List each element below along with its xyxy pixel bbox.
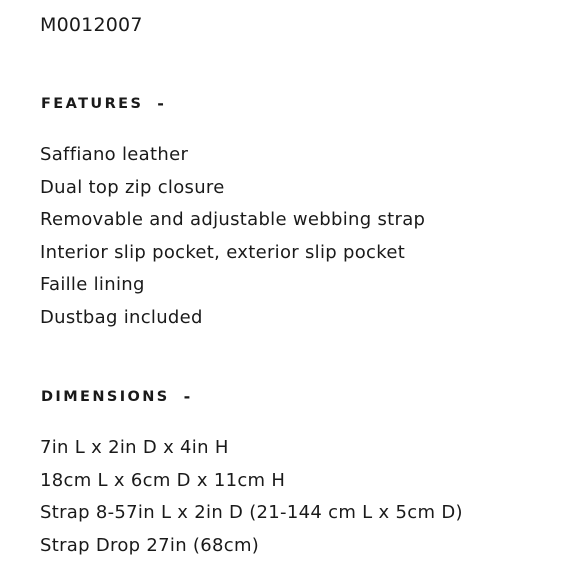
features-list xyxy=(40,139,425,335)
dimensions-list xyxy=(40,432,463,562)
list-item: Strap 8-57in L x 2in D (21-144 cm L x 5cm D) xyxy=(40,502,463,524)
list-item: Interior slip pocket, exterior slip pocket xyxy=(40,241,406,263)
features-title: FEATURES xyxy=(41,96,144,112)
list-item: Dustbag included xyxy=(40,306,203,328)
list-item: Dual top zip closure xyxy=(40,176,225,198)
dimensions-title: DIMENSIONS xyxy=(41,389,170,405)
list-item: 18cm L x 6cm D x 11cm H xyxy=(40,469,286,491)
list-item: 7in L x 2in D x 4in H xyxy=(40,437,229,458)
features-collapse-toggle[interactable]: - xyxy=(157,94,164,113)
list-item: Faille lining xyxy=(40,274,145,296)
features-section-header[interactable] xyxy=(41,94,164,114)
list-item: Strap Drop 27in (68cm) xyxy=(40,534,260,556)
dimensions-section-header[interactable] xyxy=(41,387,190,407)
dimensions-collapse-toggle[interactable]: - xyxy=(183,387,191,406)
list-item: Saffiano leather xyxy=(40,144,189,165)
list-item: Removable and adjustable webbing strap xyxy=(40,209,426,231)
product-sku: M0012007 xyxy=(40,14,143,36)
